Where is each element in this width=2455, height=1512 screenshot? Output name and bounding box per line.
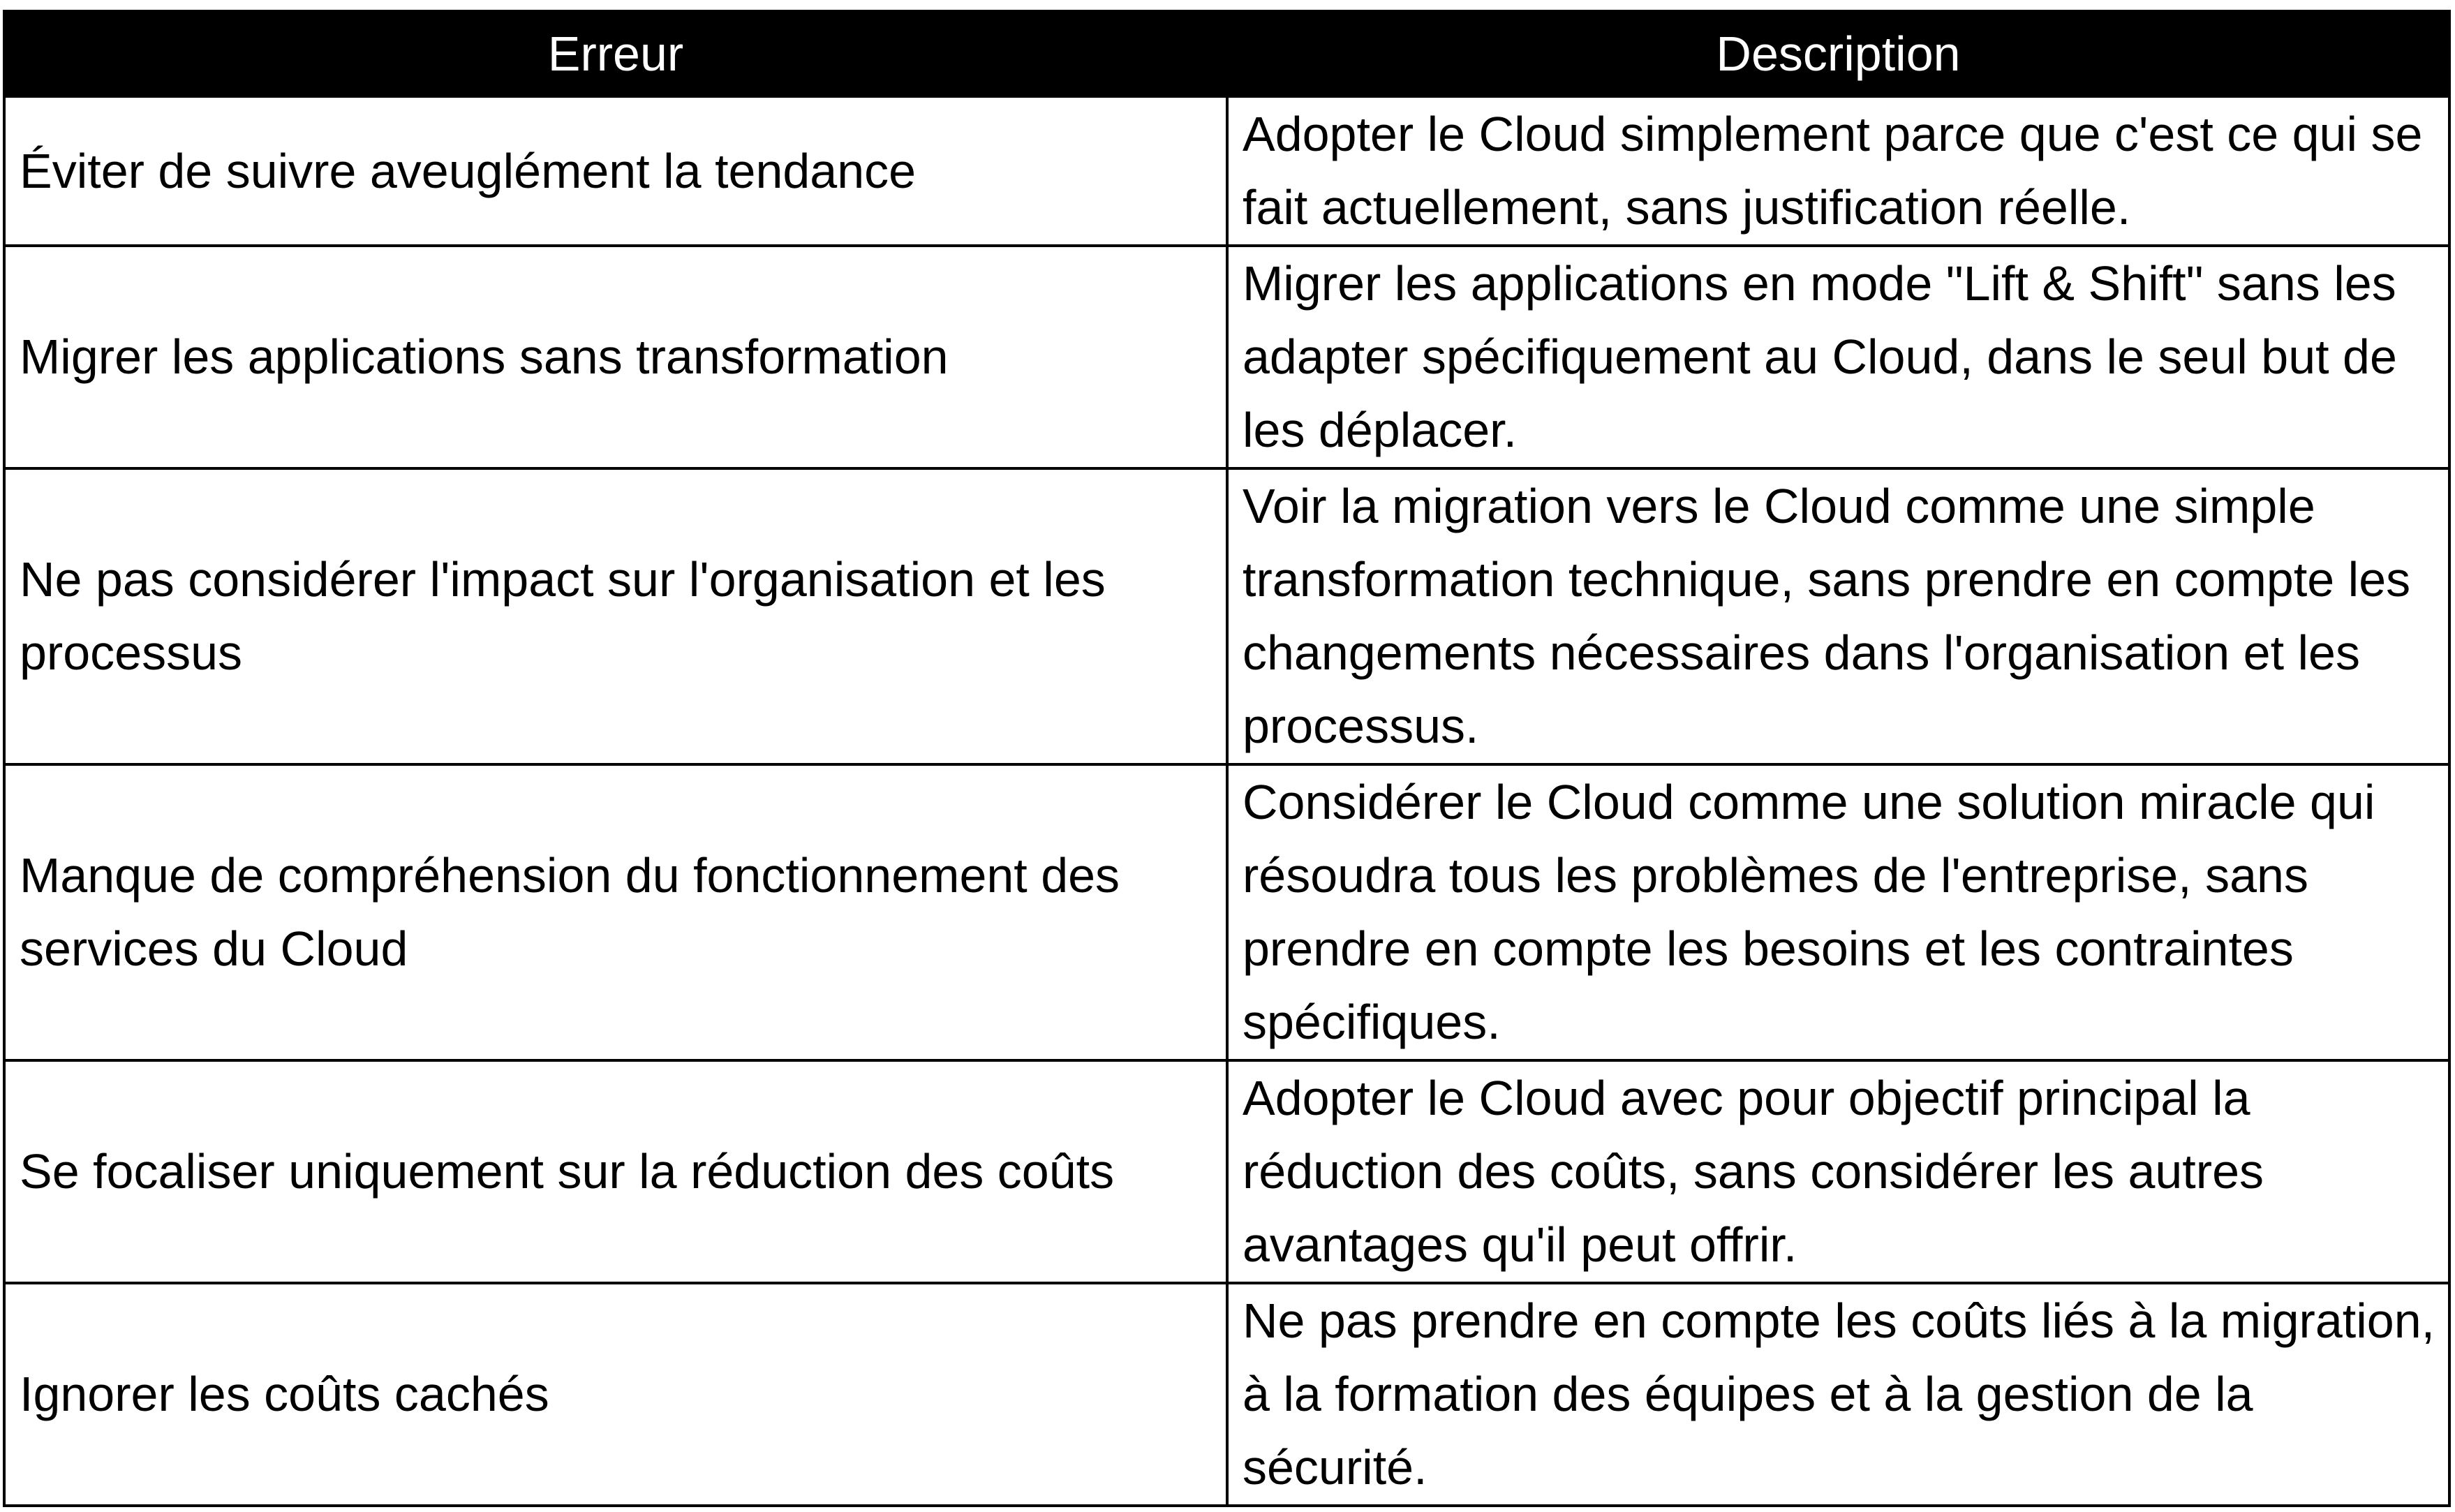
header-error: Erreur [4, 11, 1227, 96]
errors-table-container [3, 10, 2448, 1507]
error-cell: Éviter de suivre aveuglément la tendance [4, 96, 1227, 246]
table-row [4, 1283, 2449, 1506]
error-cell: Ne pas considérer l'impact sur l'organisation et les processus [4, 468, 1227, 764]
error-cell: Migrer les applications sans transformation [4, 246, 1227, 468]
description-cell: Considérer le Cloud comme une solution miracle qui résoudra tous les problèmes de l'entreprise, sans prendre en compte les besoins et les contraintes spécifiques. [1227, 764, 2449, 1060]
errors-table [3, 10, 2451, 1507]
error-cell: Manque de compréhension du fonctionnement des services du Cloud [4, 764, 1227, 1060]
description-cell: Voir la migration vers le Cloud comme une simple transformation technique, sans prendre en compte les changements nécessaires dans l'organisation et les processus. [1227, 468, 2449, 764]
error-cell: Ignorer les coûts cachés [4, 1283, 1227, 1506]
description-cell: Adopter le Cloud avec pour objectif principal la réduction des coûts, sans considérer les autres avantages qu'il peut offrir. [1227, 1060, 2449, 1283]
header-row [4, 11, 2449, 96]
table-row [4, 468, 2449, 764]
table-body [4, 96, 2449, 1506]
description-cell: Ne pas prendre en compte les coûts liés à la migration, à la formation des équipes et à la gestion de la sécurité. [1227, 1283, 2449, 1506]
table-header [4, 11, 2449, 96]
description-cell: Adopter le Cloud simplement parce que c'est ce qui se fait actuellement, sans justification réelle. [1227, 96, 2449, 246]
table-row [4, 764, 2449, 1060]
description-cell: Migrer les applications en mode "Lift & Shift" sans les adapter spécifiquement au Cloud, dans le seul but de les déplacer. [1227, 246, 2449, 468]
header-description: Description [1227, 11, 2449, 96]
table-row [4, 1060, 2449, 1283]
table-row [4, 96, 2449, 246]
table-row [4, 246, 2449, 468]
error-cell: Se focaliser uniquement sur la réduction des coûts [4, 1060, 1227, 1283]
